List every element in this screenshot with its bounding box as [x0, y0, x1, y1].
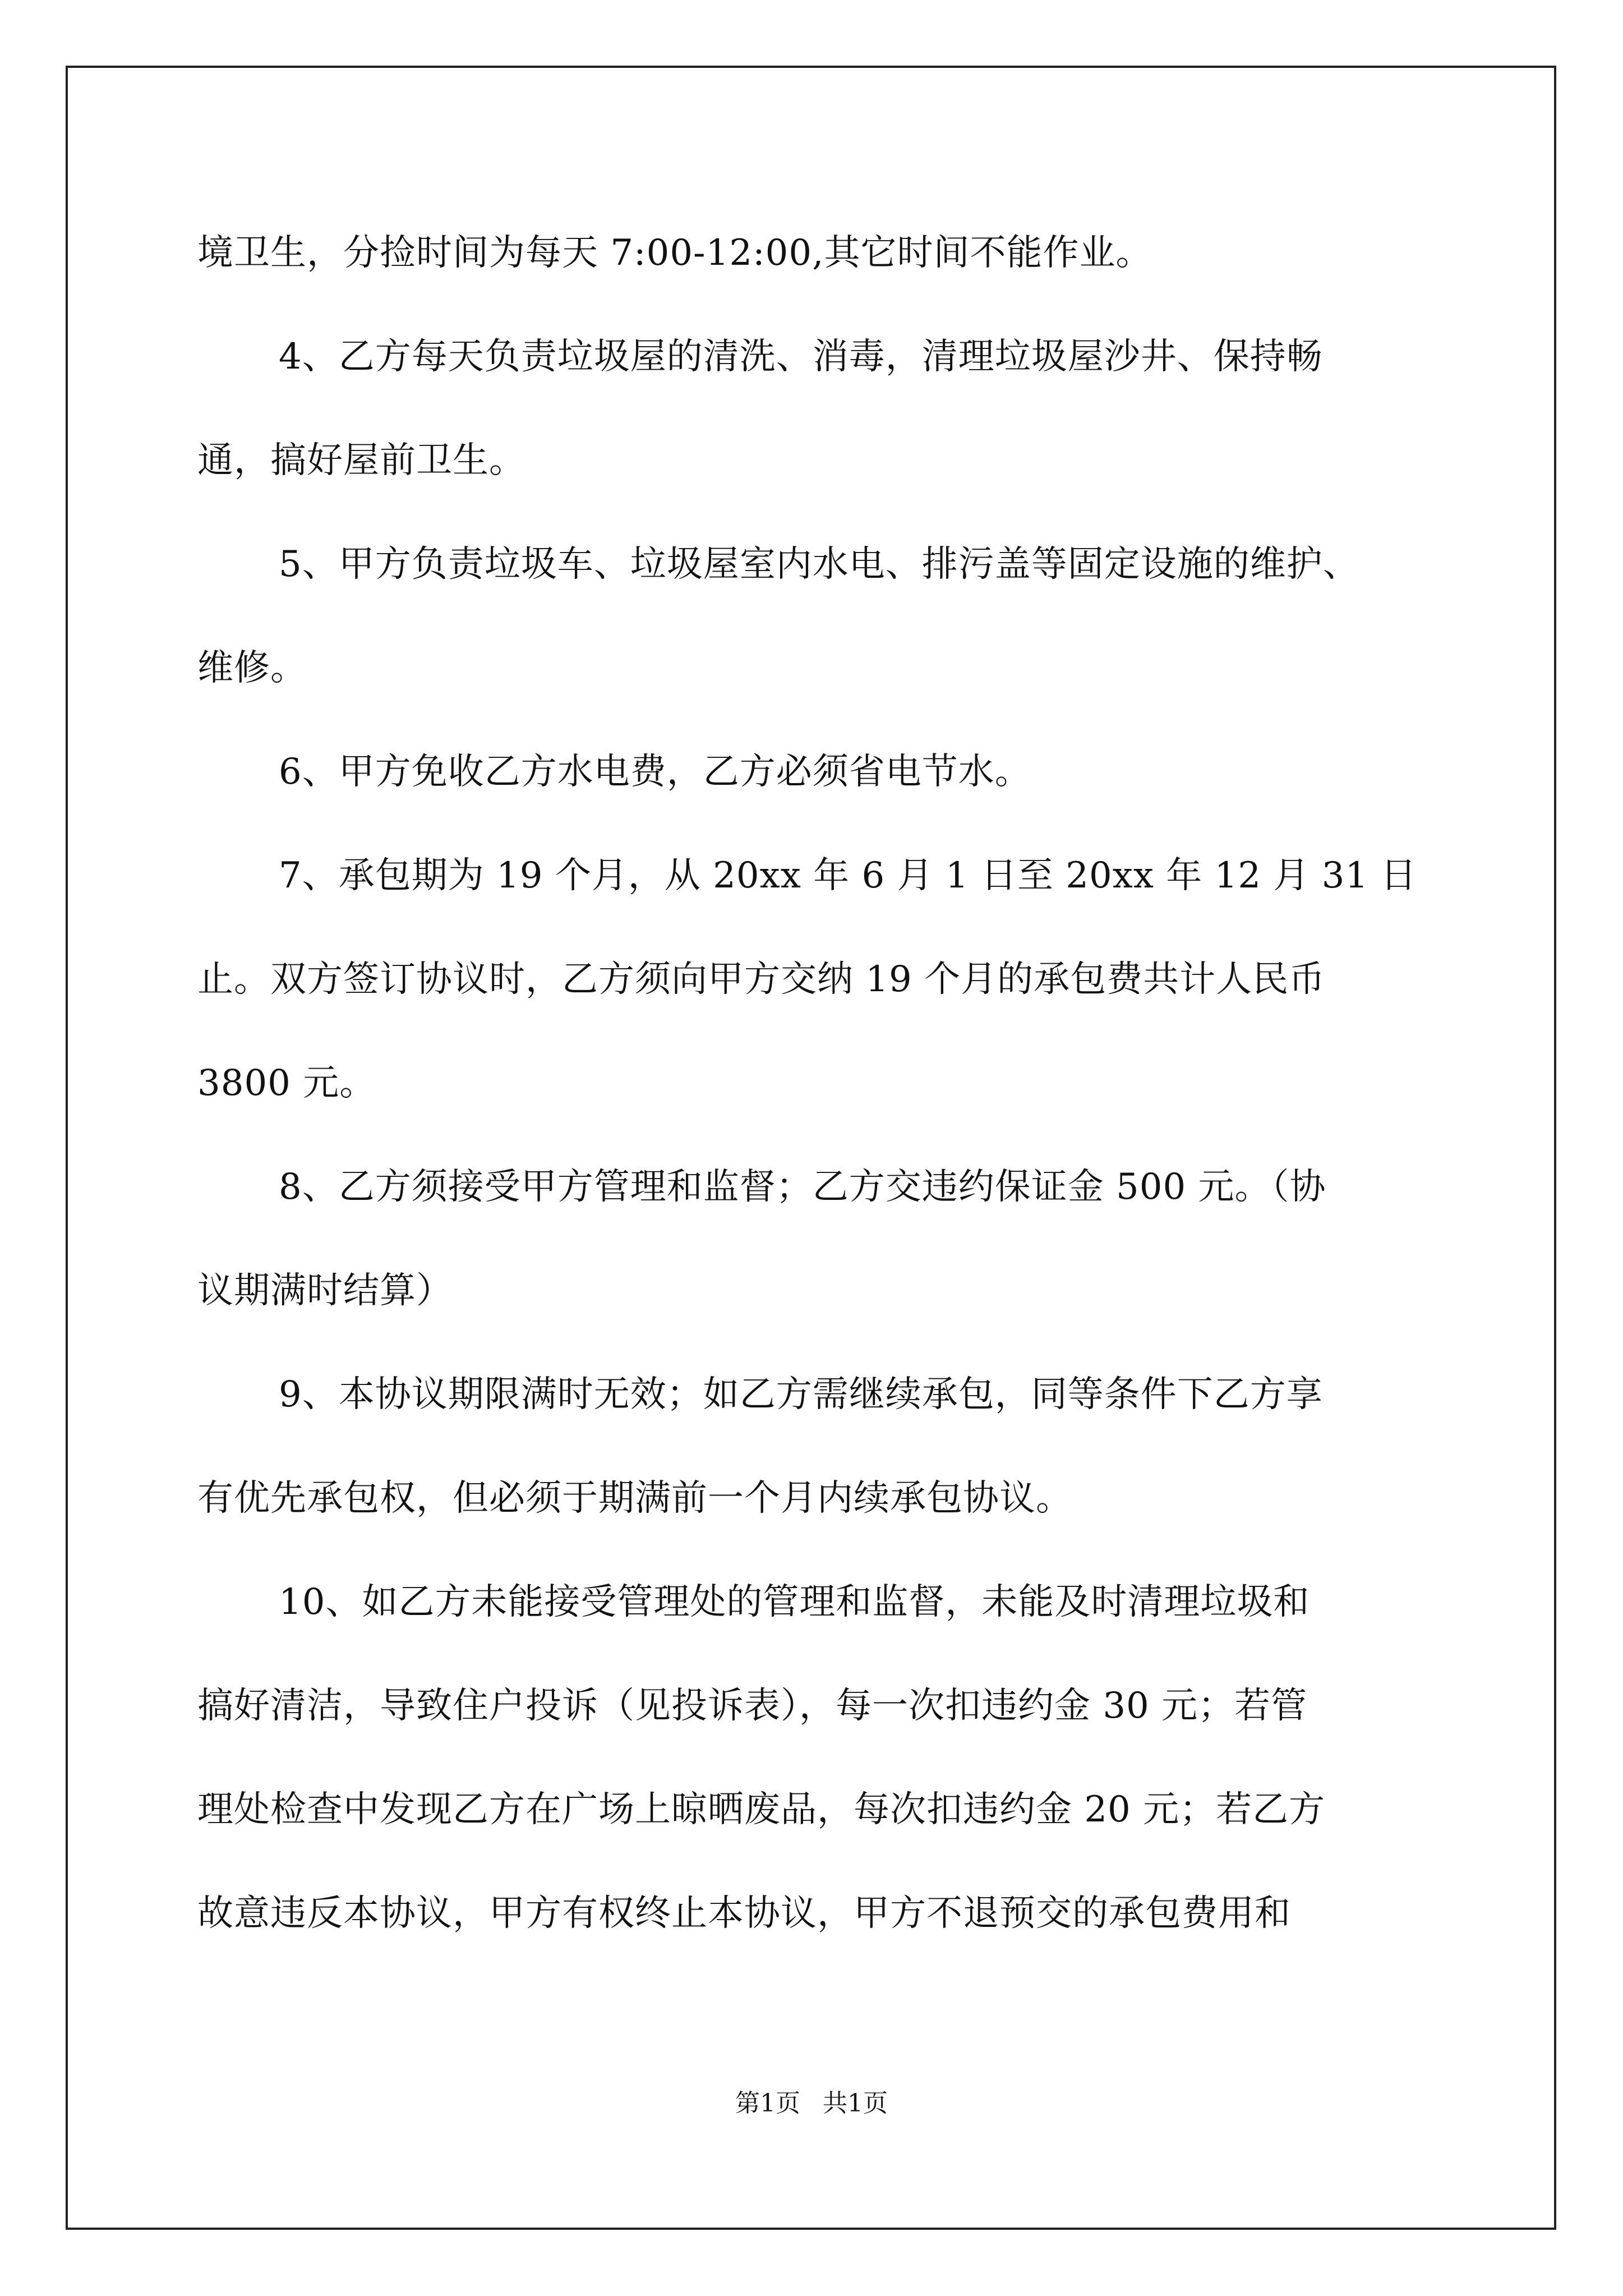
text-line-17: 故意违反本协议，甲方有权终止本协议，甲方不退预交的承包费用和 [197, 1893, 1291, 1934]
text-line-1: 境卫生，分捡时间为每天 7:00-12:00,其它时间不能作业。 [197, 232, 1152, 274]
text-line-11: 议期满时结算） [197, 1270, 453, 1312]
text-line-13: 有优先承包权，但必须于期满前一个月内续承包协议。 [197, 1478, 1072, 1519]
text-line-6: 6、甲方免收乙方水电费，乙方必须省电节水。 [279, 751, 1031, 793]
text-line-12: 9、本协议期限满时无效；如乙方需继续承包，同等条件下乙方享 [279, 1374, 1323, 1415]
page-footer [0, 2087, 1623, 2120]
text-line-7: 7、承包期为 19 个月，从 20xx 年 6 月 1 日至 20xx 年 12 月 31 日 [279, 855, 1417, 896]
text-line-10: 8、乙方须接受甲方管理和监督；乙方交违约保证金 500 元。（协 [279, 1166, 1326, 1208]
text-line-14: 10、如乙方未能接受管理处的管理和监督，未能及时清理垃圾和 [279, 1581, 1310, 1623]
page-number-total: 共1页 [823, 2089, 888, 2118]
text-line-15: 搞好清洁，导致住户投诉（见投诉表），每一次扣违约金 30 元；若管 [197, 1685, 1308, 1727]
text-line-3: 通，搞好屋前卫生。 [197, 440, 525, 481]
text-line-2: 4、乙方每天负责垃圾屋的清洗、消毒，清理垃圾屋沙井、保持畅 [279, 336, 1323, 378]
text-line-4: 5、甲方负责垃圾车、垃圾屋室内水电、排污盖等固定设施的维护、 [279, 544, 1359, 585]
text-line-5: 维修。 [197, 647, 307, 689]
text-line-8: 止。双方签订协议时，乙方须向甲方交纳 19 个月的承包费共计人民币 [197, 959, 1326, 1000]
page-number-current: 第1页 [735, 2089, 800, 2118]
text-line-16: 理处检查中发现乙方在广场上晾晒废品，每次扣违约金 20 元；若乙方 [197, 1789, 1326, 1830]
text-line-9: 3800 元。 [197, 1062, 376, 1104]
